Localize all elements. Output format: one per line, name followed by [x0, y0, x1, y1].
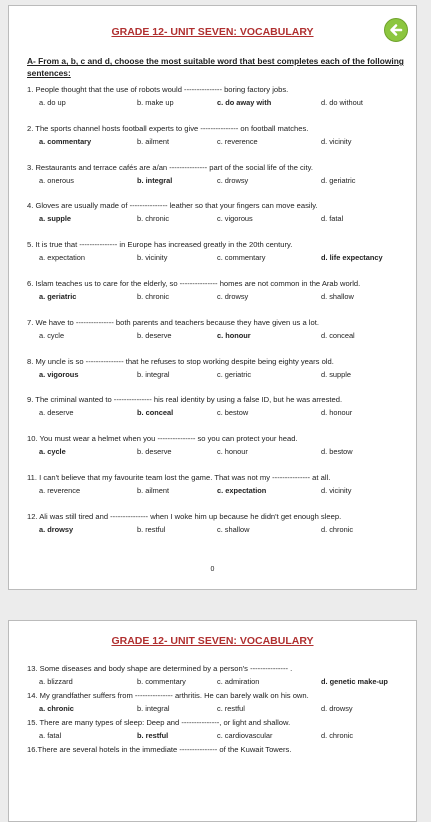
option-a[interactable]: a. cycle: [39, 447, 66, 457]
option-b[interactable]: b. make up: [137, 98, 174, 107]
option-c[interactable]: c. drowsy: [217, 175, 249, 185]
option-c[interactable]: c. commentary: [217, 253, 266, 263]
question-stem: 12. Ali was still tired and --------------- when I woke him up because he didn't get enough sleep.: [27, 511, 342, 521]
question-stem: 14. My grandfather suffers from --------------- arthritis. He can barely walk on his own.: [27, 691, 309, 700]
option-d[interactable]: d. do without: [321, 98, 363, 107]
answer-options: [27, 253, 417, 264]
option-a[interactable]: a. blizzard: [39, 677, 73, 686]
answer-options: [27, 370, 417, 381]
answer-options: [27, 704, 417, 715]
question-stem: 5. It is true that --------------- in Europe has increased greatly in the 20th century.: [27, 240, 293, 250]
answer-options: [27, 447, 417, 458]
page-number: 0: [210, 566, 215, 573]
question-7: [27, 318, 417, 342]
option-d[interactable]: d. supple: [321, 369, 351, 379]
option-d[interactable]: d. bestow: [321, 447, 353, 457]
option-b[interactable]: b. commentary: [137, 677, 186, 686]
answer-options: [27, 758, 417, 769]
option-d[interactable]: d. shallow: [321, 292, 354, 301]
answer-options: [27, 137, 417, 148]
option-b[interactable]: b. restful: [137, 524, 166, 534]
option-b[interactable]: b. integral: [137, 704, 170, 713]
option-d[interactable]: d. vicinity: [321, 136, 352, 146]
question-3: [27, 718, 417, 742]
answer-options: [27, 176, 417, 187]
option-a[interactable]: a. geriatric: [39, 292, 77, 301]
option-c[interactable]: c. honour: [217, 330, 251, 340]
option-c[interactable]: c. restful: [217, 704, 245, 713]
answer-options: [27, 486, 417, 497]
option-c[interactable]: c. do away with: [217, 98, 272, 107]
question-stem: 1. People thought that the use of robots would --------------- boring factory jobs.: [27, 85, 289, 94]
option-a[interactable]: a. deserve: [39, 408, 74, 418]
answer-options: [27, 731, 417, 742]
option-c[interactable]: c. drowsy: [217, 292, 249, 301]
option-c[interactable]: c. expectation: [217, 486, 267, 495]
option-a[interactable]: a. chronic: [39, 704, 74, 713]
option-d[interactable]: d. life expectancy: [321, 253, 383, 263]
option-a[interactable]: a. reverence: [39, 486, 81, 495]
option-a[interactable]: a. commentary: [39, 136, 92, 146]
question-stem: 13. Some diseases and body shape are determined by a person's --------------- .: [27, 664, 293, 673]
option-b[interactable]: b. chronic: [137, 292, 170, 301]
option-a[interactable]: a. fatal: [39, 731, 62, 740]
question-2: [27, 124, 417, 148]
option-c[interactable]: c. vigorous: [217, 214, 253, 224]
option-a[interactable]: a. supple: [39, 214, 72, 224]
answer-options: [27, 98, 417, 109]
option-d[interactable]: d. fatal: [321, 214, 344, 224]
question-9: [27, 395, 417, 419]
option-d[interactable]: d. chronic: [321, 731, 354, 740]
option-b[interactable]: b. conceal: [137, 408, 174, 418]
worksheet-page-2: [8, 620, 417, 822]
option-a[interactable]: a. vigorous: [39, 369, 79, 379]
question-stem: 16.There are several hotels in the immediate --------------- of the Kuwait Towers.: [27, 745, 292, 754]
answer-options: [27, 331, 417, 342]
option-a[interactable]: a. drowsy: [39, 524, 74, 534]
question-12: [27, 512, 417, 536]
question-4: [27, 201, 417, 225]
option-b[interactable]: b. integral: [137, 175, 173, 185]
question-10: [27, 434, 417, 458]
option-b[interactable]: b. deserve: [137, 447, 172, 457]
instructions: A- From a, b, c and d, choose the most suitable word that best completes each of the following sentences:: [27, 56, 404, 78]
answer-options: [27, 525, 417, 536]
option-a[interactable]: a. expectation: [39, 253, 86, 263]
question-stem: 9. The criminal wanted to --------------- his real identity by using a false ID, but he was arrested.: [27, 395, 343, 405]
question-stem: 15. There are many types of sleep: Deep and ---------------, or light and shallow.: [27, 718, 291, 727]
option-d[interactable]: d. drowsy: [321, 704, 353, 713]
question-3: [27, 163, 417, 187]
question-2: [27, 691, 417, 715]
option-b[interactable]: b. ailment: [137, 136, 170, 146]
question-stem: 3. Restaurants and terrace cafés are a/an --------------- part of the social life of the city.: [27, 162, 313, 172]
page-title: GRADE 12- UNIT SEVEN: VOCABULARY: [111, 635, 314, 647]
page-title: GRADE 12- UNIT SEVEN: VOCABULARY: [111, 26, 314, 38]
option-b[interactable]: b. deserve: [137, 330, 172, 340]
option-d[interactable]: d. geriatric: [321, 175, 356, 185]
option-d[interactable]: d. honour: [321, 408, 353, 418]
question-1: [27, 664, 417, 688]
back-arrow-icon: [389, 23, 403, 37]
question-11: [27, 473, 417, 497]
option-a[interactable]: a. onerous: [39, 175, 74, 185]
option-c[interactable]: c. reverence: [217, 136, 258, 146]
option-d[interactable]: d. genetic make-up: [321, 677, 388, 686]
option-d[interactable]: d. chronic: [321, 524, 354, 534]
answer-options: [27, 408, 417, 419]
back-button[interactable]: [384, 18, 408, 42]
option-b[interactable]: b. vicinity: [137, 253, 168, 263]
question-stem: 2. The sports channel hosts football experts to give --------------- on football matches.: [27, 123, 309, 133]
worksheet-page-1: [8, 5, 417, 590]
option-a[interactable]: a. cycle: [39, 330, 65, 340]
option-d[interactable]: d. vicinity: [321, 486, 352, 495]
option-a[interactable]: a. do up: [39, 98, 66, 107]
option-d[interactable]: d. conceal: [321, 330, 355, 340]
question-5: [27, 240, 417, 264]
question-stem: 6. Islam teaches us to care for the elderly, so --------------- homes are not common in the Arab world.: [27, 279, 361, 288]
question-4: [27, 745, 417, 769]
option-c[interactable]: c. geriatric: [217, 369, 252, 379]
question-1: [27, 85, 417, 109]
answer-options: [27, 214, 417, 225]
question-stem: 10. You must wear a helmet when you --------------- so you can protect your head.: [27, 434, 298, 444]
option-c[interactable]: c. cardiovascular: [217, 731, 273, 740]
option-b[interactable]: b. integral: [137, 369, 170, 379]
option-b[interactable]: b. ailment: [137, 486, 170, 495]
question-stem: 4. Gloves are usually made of --------------- leather so that your fingers can move easily.: [27, 201, 318, 211]
option-c[interactable]: c. honour: [217, 447, 248, 457]
answer-options: [27, 292, 417, 303]
question-stem: 11. I can't believe that my favourite team lost the game. That was not my --------------- at all.: [27, 473, 331, 482]
question-6: [27, 279, 417, 303]
option-c[interactable]: c. bestow: [217, 408, 249, 418]
question-stem: 7. We have to --------------- both parents and teachers because they have given us a lot.: [27, 317, 319, 327]
question-stem: 8. My uncle is so --------------- that he refuses to stop working despite being eighty years old.: [27, 356, 334, 366]
option-b[interactable]: b. restful: [137, 731, 169, 740]
option-b[interactable]: b. chronic: [137, 214, 170, 224]
question-8: [27, 357, 417, 381]
answer-options: [27, 677, 417, 688]
option-c[interactable]: c. admiration: [217, 677, 260, 686]
option-c[interactable]: c. shallow: [217, 524, 250, 534]
